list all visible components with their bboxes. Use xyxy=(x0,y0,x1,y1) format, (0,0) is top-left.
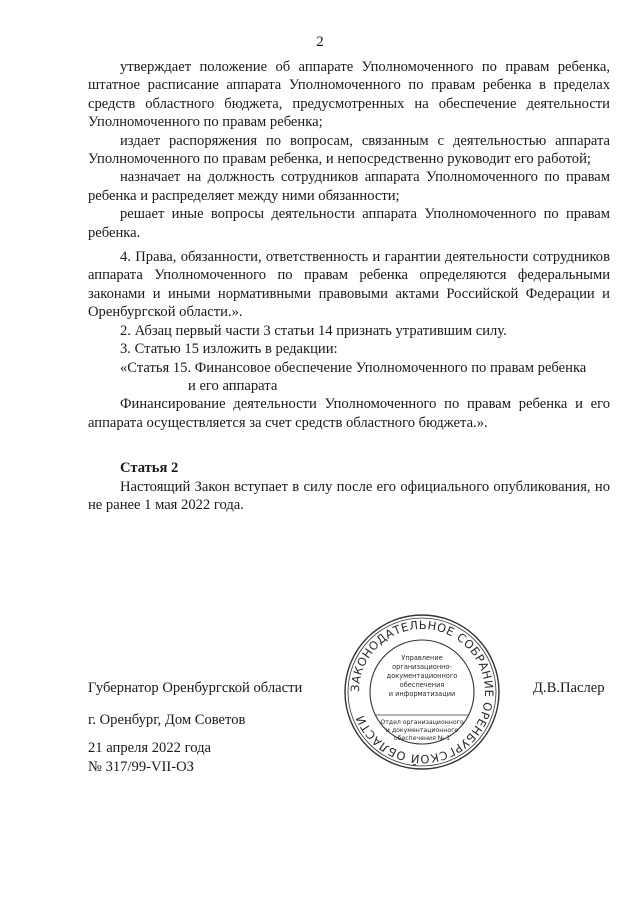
seal-bottom-line: Отдел организационного xyxy=(380,719,464,726)
law-number: № 317/99-VII-ОЗ xyxy=(88,759,194,775)
paragraph: 2. Абзац первый части 3 статьи 14 признать утратившим силу. xyxy=(120,322,507,339)
article-2-title: Статья 2 xyxy=(120,460,179,477)
paragraph: назначает на должность сотрудников аппарата Уполномоченного по правам ребенка и распределяет между ними обязанности; xyxy=(88,169,610,204)
seal-center-line: и информатизации xyxy=(388,690,456,698)
seal-center-line: обеспечения xyxy=(399,681,445,689)
page-number: 2 xyxy=(316,34,324,50)
governor-title: Губернатор Оренбургской области xyxy=(88,680,303,696)
paragraph: утверждает положение об аппарате Уполномоченного по правам ребенка, штатное расписание аппарата Уполномоченного по правам ребенка в пределах средств областного бюджета, предусмотренных на обеспечение деятельности Уполномоченного по правам ребенка; xyxy=(88,59,610,131)
seal-center-line: документационного xyxy=(386,672,458,680)
document-body xyxy=(88,58,610,514)
paragraph: 3. Статью 15 изложить в редакции: xyxy=(120,341,338,358)
law-date: 21 апреля 2022 года xyxy=(88,740,211,756)
paragraph: 4. Права, обязанности, ответственность и гарантии деятельности сотрудников аппарата Уполномоченного по правам ребенка определяются федеральными законами и иными нормативными правовыми актами Российской Федерации и Оренбургской области.». xyxy=(88,249,610,321)
official-seal xyxy=(342,612,502,772)
paragraph: Финансирование деятельности Уполномоченного по правам ребенка и его аппарата осуществляется за счет средств областного бюджета.». xyxy=(88,396,610,431)
signature-name: Д.В.Паслер xyxy=(533,680,605,696)
article-15-heading: «Статья 15. Финансовое обеспечение Уполномоченного по правам ребенка xyxy=(120,359,587,376)
seal-center-line: Управление xyxy=(401,654,443,662)
article-15-heading-cont: и его аппарата xyxy=(188,377,278,394)
seal-bottom-line: обеспечения № 1 xyxy=(393,735,451,742)
paragraph: решает иные вопросы деятельности аппарата Уполномоченного по правам ребенка. xyxy=(88,206,610,241)
date-block xyxy=(88,739,211,777)
seal-stamp xyxy=(342,612,502,772)
seal-center-line: организационно- xyxy=(392,663,452,671)
place-of-signing: г. Оренбург, Дом Советов xyxy=(88,712,246,728)
seal-bottom-line: и документационного xyxy=(385,727,459,734)
paragraph: издает распоряжения по вопросам, связанным с деятельностью аппарата Уполномоченного по правам ребенка, и непосредственно руководит его работой; xyxy=(88,132,610,168)
svg-text:ЗАКОНОДАТЕЛЬНОЕ СОБРАНИЕ ОРЕНБ: ЗАКОНОДАТЕЛЬНОЕ СОБРАНИЕ ОРЕНБУРГСКОЙ ОБЛАСТИ xyxy=(347,617,497,767)
paragraph: Настоящий Закон вступает в силу после его официального опубликования, но не ранее 1 мая 2022 года. xyxy=(88,478,610,513)
